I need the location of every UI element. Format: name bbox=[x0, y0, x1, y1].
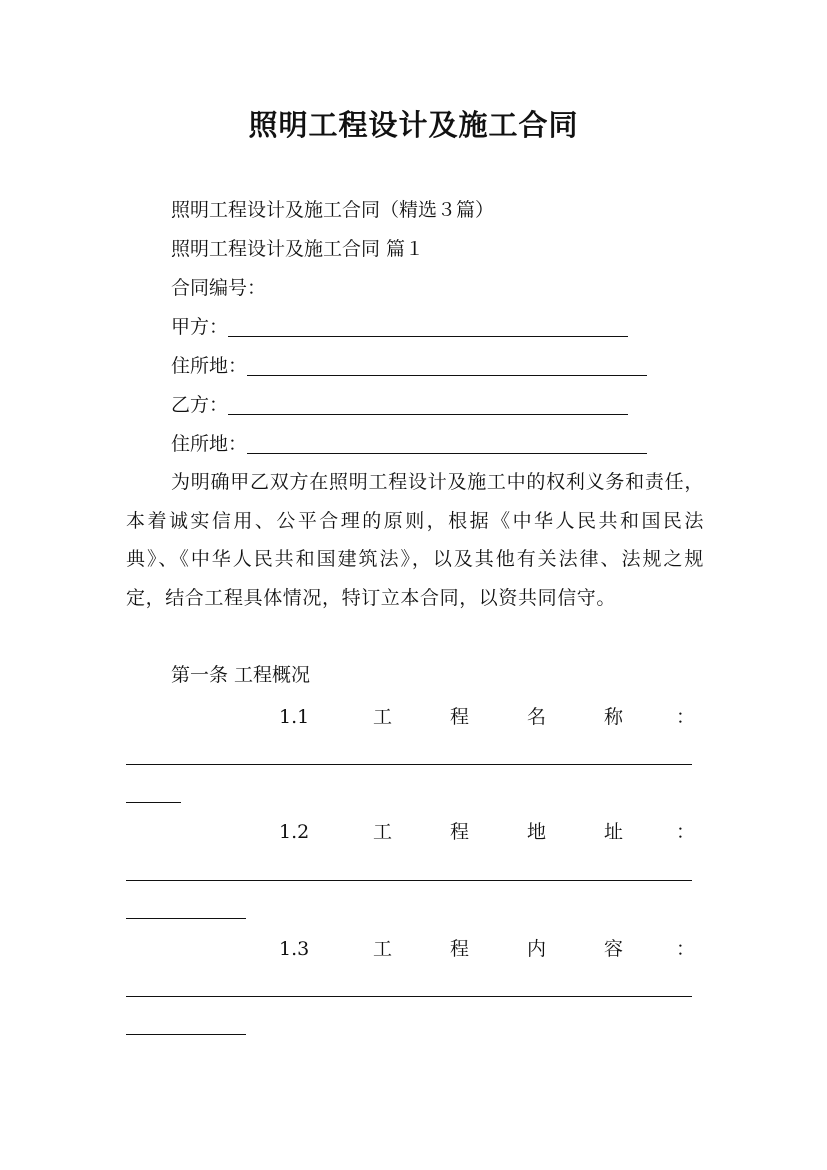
address-b-row bbox=[171, 432, 647, 456]
item-row-1-1 bbox=[126, 705, 696, 729]
item-number: 1.1 bbox=[279, 706, 310, 728]
party-a-label: 甲方： bbox=[171, 316, 229, 338]
address-a-label: 住所地： bbox=[171, 355, 248, 377]
item-char: 工 bbox=[373, 821, 393, 843]
party-a-blank bbox=[228, 315, 628, 337]
item-char: 名 bbox=[527, 706, 547, 728]
item-number: 1.2 bbox=[279, 821, 310, 843]
address-a-blank bbox=[247, 354, 647, 376]
item-row-1-2 bbox=[126, 820, 696, 844]
item-char: 工 bbox=[373, 938, 393, 960]
article-1-title: 第一条 工程概况 bbox=[171, 664, 311, 686]
item-char: 容 bbox=[604, 938, 624, 960]
item-char: 称 bbox=[604, 706, 624, 728]
item-row-1-3 bbox=[126, 937, 696, 961]
item-colon: ： bbox=[676, 706, 696, 728]
address-a-row bbox=[171, 354, 647, 378]
party-b-label: 乙方： bbox=[171, 394, 229, 416]
item-char: 程 bbox=[450, 938, 470, 960]
item-1-2-blank-line-end bbox=[126, 918, 246, 919]
contract-number-label: 合同编号： bbox=[171, 277, 267, 299]
item-char: 址 bbox=[604, 821, 624, 843]
address-b-blank bbox=[247, 432, 647, 454]
item-1-2-blank-line bbox=[126, 880, 692, 881]
item-colon: ： bbox=[676, 938, 696, 960]
document-title: 照明工程设计及施工合同 bbox=[248, 108, 579, 142]
item-1-3-blank-line-end bbox=[126, 1034, 246, 1035]
item-number: 1.3 bbox=[279, 938, 310, 960]
party-b-blank bbox=[228, 393, 628, 415]
item-char: 程 bbox=[450, 821, 470, 843]
item-1-3-blank-line bbox=[126, 996, 692, 997]
party-b-row bbox=[171, 393, 628, 417]
item-char: 程 bbox=[450, 706, 470, 728]
document-subtitle: 照明工程设计及施工合同（精选３篇） bbox=[171, 199, 495, 221]
section-heading: 照明工程设计及施工合同 篇１ bbox=[171, 238, 425, 260]
item-char: 内 bbox=[527, 938, 547, 960]
item-1-1-blank-line bbox=[126, 764, 692, 765]
party-a-row bbox=[171, 315, 628, 339]
intro-paragraph: 为明确甲乙双方在照明工程设计及施工中的权利义务和责任，本着诚实信用、公平合理的原则，根据《中华人民共和国民法典》、《中华人民共和国建筑法》，以及其他有关法律、法规之规定，结合工程具体情况，特订立本合同，以资共同信守。 bbox=[126, 471, 704, 609]
item-char: 工 bbox=[373, 706, 393, 728]
item-char: 地 bbox=[527, 821, 547, 843]
item-colon: ： bbox=[676, 821, 696, 843]
item-1-1-blank-line-end bbox=[126, 802, 181, 803]
address-b-label: 住所地： bbox=[171, 433, 248, 455]
